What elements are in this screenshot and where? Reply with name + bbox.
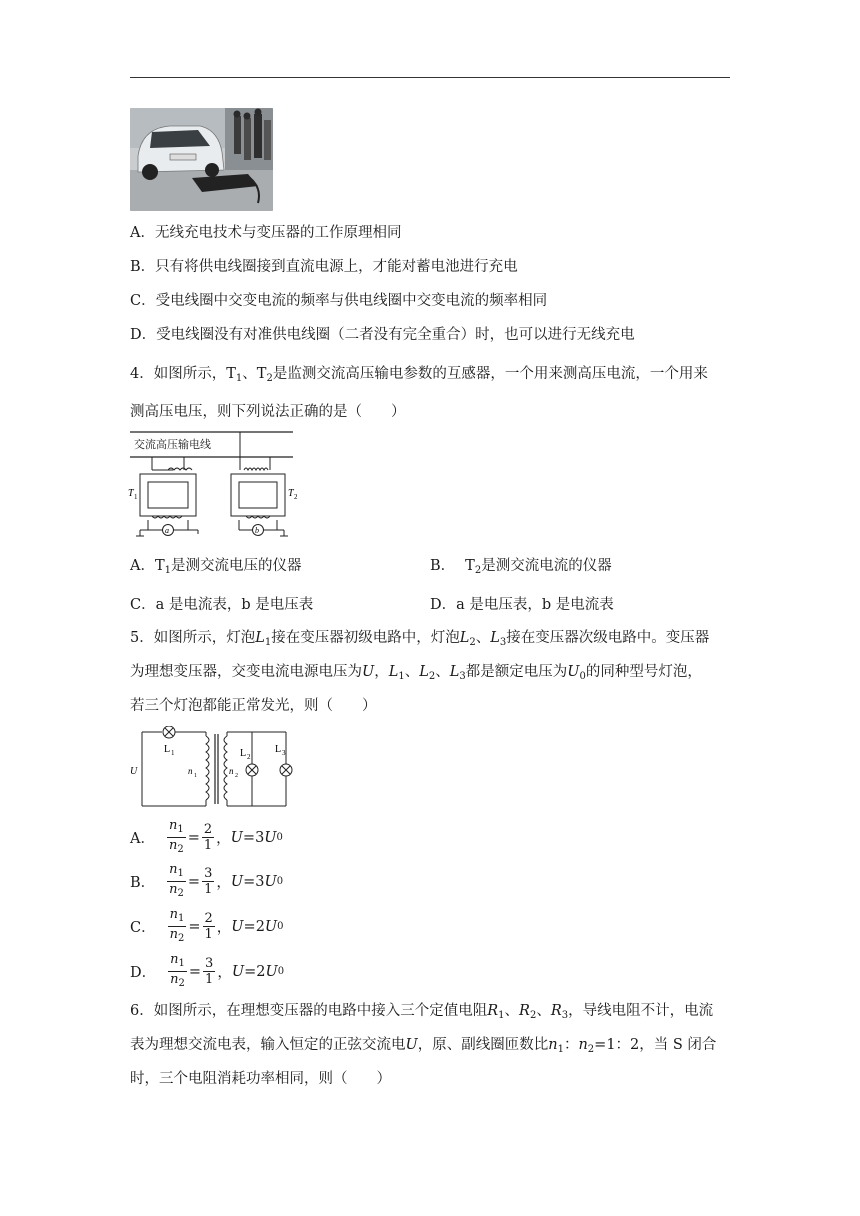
label-l1-sub: 1 [171,749,175,757]
q3-option-a: A．无线充电技术与变压器的工作原理相同 [130,225,402,241]
label-n1-sub: 1 [194,773,197,779]
q5-option-a: A． $\frac{n_1}{n_2}$ = $\frac{2}{1}$ ， U = 3 U 0 [130,818,283,855]
meter-a: a [165,526,169,535]
label-t2: T [288,488,294,499]
q4-option-b: B． $T_2$是测交流电流的仪器 [430,558,612,576]
label-t1: T [128,488,134,499]
q3-option-c: C．受电线圈中交变电流的频率与供电线圈中交变电流的频率相同 [130,293,548,309]
label-t1-sub: 1 [134,493,138,501]
wireless-charging-photo [130,108,273,211]
q3-option-b: B．只有将供电线圈接到直流电源上，才能对蓄电池进行充电 [130,259,518,275]
label-n2: n [229,766,234,776]
header-rule [130,77,730,78]
label-t2-sub: 2 [294,493,298,501]
label-n1: n [188,766,193,776]
q5-option-b: B． $\frac{n_1}{n_2}$ = $\frac{3}{1}$ ， U = 3 U 0 [130,862,284,899]
q4-transformer-diagram [128,430,298,546]
q4-option-d: D．a 是电压表，b 是电流表 [430,597,614,613]
q4-stem-line2: 测高压电压，则下列说法正确的是（ ） [130,404,406,420]
q5-option-d: D． $\frac{n_1}{n_2}$ = $\frac{3}{1}$ ， U = 2 U 0 [130,952,285,989]
label-l1: L [164,744,171,755]
q6-stem-line3: 时，三个电阻消耗功率相同，则（ ） [130,1071,391,1087]
label-l3: L [275,744,282,755]
q6-stem-line1: 6．如图所示，在理想变压器的电路中接入三个定值电阻$R_1$、$R_2$、$R_3$，导线电阻不计，电流 [130,1003,714,1021]
q5-circuit-diagram [128,726,300,814]
q5-stem-line1: 5．如图所示，灯泡$L_1$接在变压器初级电路中，灯泡$L_2$、$L_3$接在变压器次级电路中。变压器 [130,630,710,648]
wire-label: 交流高压输电线 [134,439,211,451]
q4-option-c: C．a 是电流表，b 是电压表 [130,597,314,613]
label-l2: L [240,748,247,759]
label-l3-sub: 3 [282,749,286,757]
q4-stem-line1: 4．如图所示，$T_1$、$T_2$是监测交流高压输电参数的互感器，一个用来测高压电流，一个用来 [130,366,708,384]
label-u: U [130,766,138,777]
meter-b: b [255,526,259,535]
label-l2-sub: 2 [247,753,251,761]
q5-option-c: C． $\frac{n_1}{n_2}$ = $\frac{2}{1}$ ， U = 2 U 0 [130,907,284,944]
q6-stem-line2: 表为理想交流电表，输入恒定的正弦交流电U，原、副线圈匝数比$n_1$：$n_2=1$：2，当 S 闭合 [130,1037,717,1055]
label-n2-sub: 2 [235,773,238,779]
q5-stem-line2: 为理想变压器，交变电流电源电压为U，$L_1$、$L_2$、$L_3$都是额定电压为$U_0$的同种型号灯泡， [130,664,702,682]
q4-option-a: A．$T_1$是测交流电压的仪器 [130,558,302,576]
q3-option-d: D．受电线圈没有对准供电线圈（二者没有完全重合）时，也可以进行无线充电 [130,327,635,343]
q5-stem-line3: 若三个灯泡都能正常发光，则（ ） [130,698,377,714]
